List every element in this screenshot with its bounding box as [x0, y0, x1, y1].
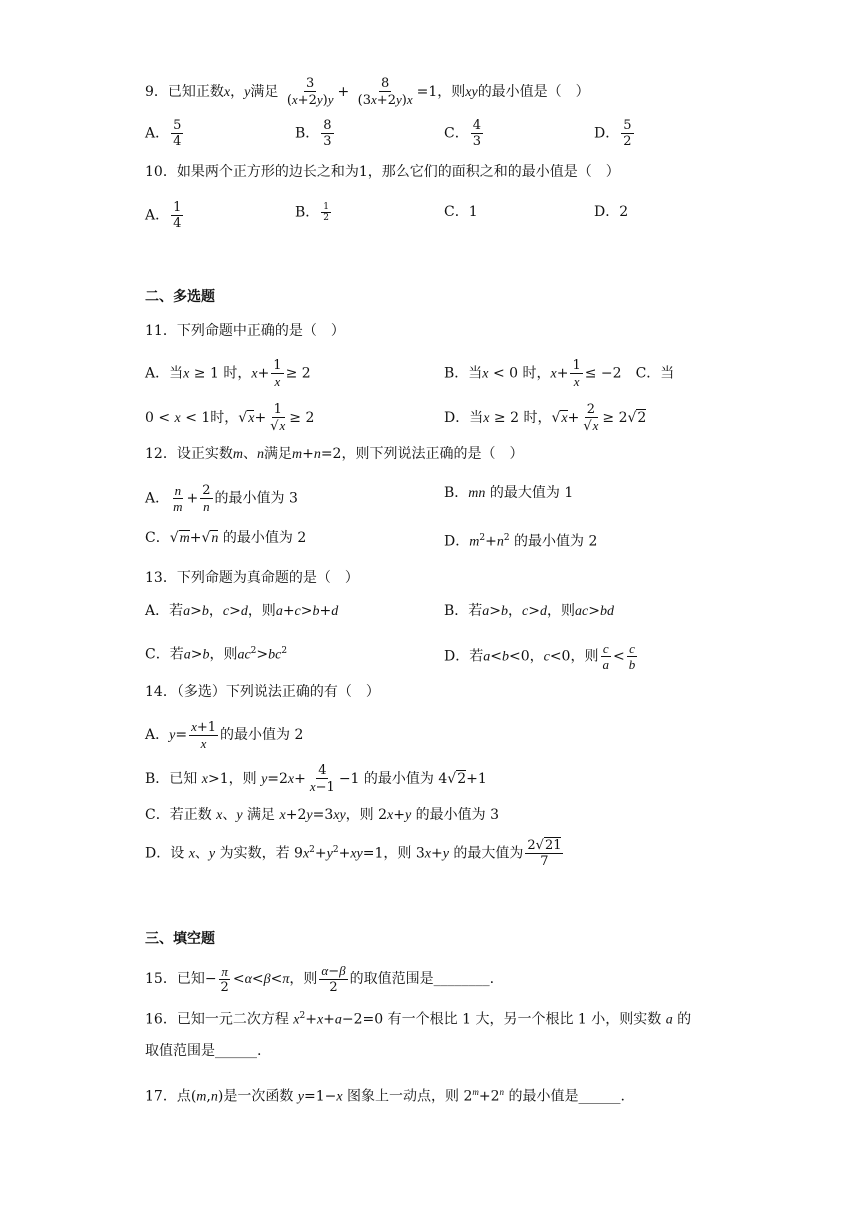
q12-option-b: B．mn 的最大值为 1: [444, 485, 574, 501]
q16-line-1: 16．已知一元二次方程 $x^2+x+a-2=0$ 有一个根比 1 大，另一个根比 1 小，则实数 a 的: [145, 1011, 692, 1028]
q11-option-b: B．当x < 0 时，x+ $\frac{1}{x}$ ≤ −2 C．当: [444, 358, 675, 389]
q13-option-d: D．若a<b<0，c<0，则 $\frac{c}{a}$ < $\frac{c}{b}$: [444, 641, 636, 672]
section-multiple-choice: 二、多选题: [145, 289, 215, 305]
q15: 15．已知− $\frac{\pi}{2}$ <α<β<π，则 $\frac{\alpha-\beta}{2}$ 的取值范围是________.: [145, 963, 495, 995]
q9-option-d: D． $\frac{5}{2}$: [594, 118, 632, 149]
q14-stem: 14．（多选）下列说法正确的有（ ）: [145, 684, 380, 700]
q10-option-d: D．2: [594, 204, 629, 220]
q10-option-b: B． $\frac{1}{2}$: [295, 202, 330, 223]
q10-stem: 10．如果两个正方形的边长之和为1，那么它们的面积之和的最小值是（ ）: [145, 164, 620, 180]
q9-option-c: C． $\frac{4}{3}$: [444, 118, 481, 149]
q16-line-2: 取值范围是______.: [145, 1043, 262, 1059]
q12-option-c: C．√m+√n 的最小值为 2: [145, 530, 307, 546]
q13-option-a: A．若a>b，c>d，则a+c>b+d: [145, 603, 339, 619]
q12-option-d: D．$m^2+n^2$ 的最小值为 2: [444, 533, 598, 550]
section-fill-in: 三、填空题: [145, 931, 215, 947]
q13-option-b: B．若a>b，c>d，则ac>bd: [444, 603, 614, 619]
q9-stem: 9．已知正数x，y满足 $\frac{3}{(x+2y)y}$ + $\frac{8}{(3x+2y)x}$ =1，则xy的最小值是（ ）: [145, 76, 590, 108]
q14-option-b: B．已知 x>1，则 y=2x+ $\frac{4}{x-1}$ −1 的最小值为 4√2+1: [145, 763, 487, 795]
q13-option-c: C．若a>b，则$ac^2>bc^2$: [145, 646, 288, 663]
q14-option-d: D．设 x、y 为实数，若 $9x^2+y^2+xy=1$，则 3x+y 的最大值为 $\frac{2√21}{7}$: [145, 838, 562, 869]
q9-option-a: A． $\frac{5}{4}$: [145, 118, 182, 149]
q11-option-c: 0 < x < 1时，√x+ $\frac{1}{√x}$ ≥ 2: [145, 402, 315, 434]
q11-stem: 11．下列命题中正确的是（ ）: [145, 323, 345, 339]
q11-option-d: D．当x ≥ 2 时，√x+ $\frac{2}{√x}$ ≥ 2√2: [444, 402, 647, 434]
q10-option-c: C．1: [444, 204, 478, 220]
q11-option-a: A．当x ≥ 1 时，x+ $\frac{1}{x}$ ≥ 2: [145, 358, 311, 389]
q9-option-b: B． $\frac{8}{3}$: [295, 118, 332, 149]
q13-stem: 13．下列命题为真命题的是（ ）: [145, 570, 359, 586]
q12-stem: 12．设正实数m、n满足m+n=2，则下列说法正确的是（ ）: [145, 446, 524, 462]
q12-option-a: A． $\frac{n}{m}$ + $\frac{2}{n}$ 的最小值为 3: [145, 483, 298, 514]
q17: 17．点(m,n)是一次函数 y=1−x 图象上一动点，则 $2^m+2^n$ 的最小值是______.: [145, 1087, 625, 1105]
q14-option-a: A．y= $\frac{x+1}{x}$ 的最小值为 2: [145, 719, 304, 751]
q14-option-c: C．若正数 x、y 满足 x+2y=3xy，则 2x+y 的最小值为 3: [145, 807, 500, 823]
q10-option-a: A． $\frac{1}{4}$: [145, 200, 182, 231]
